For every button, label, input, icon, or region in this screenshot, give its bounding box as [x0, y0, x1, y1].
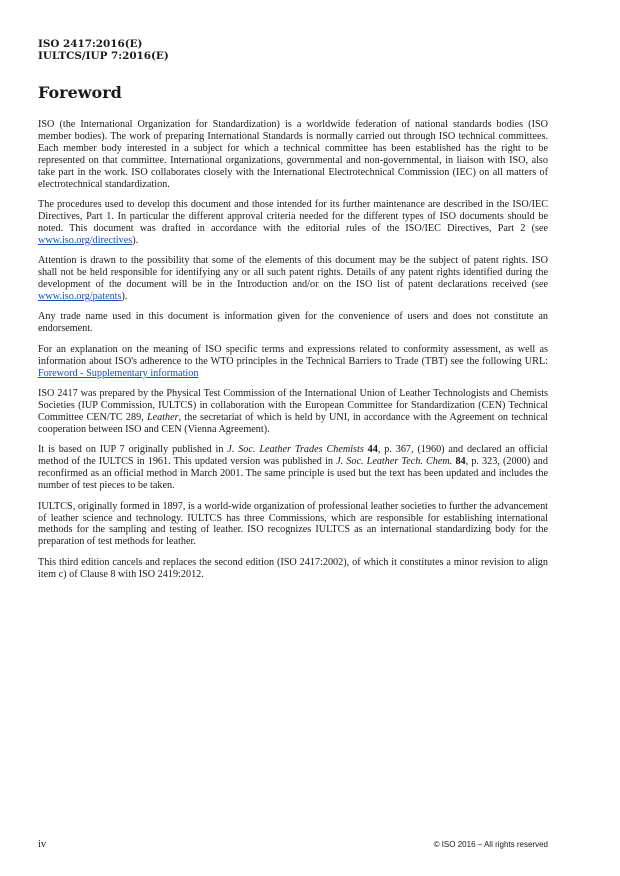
document-id-line1: ISO 2417:2016(E)	[38, 38, 143, 50]
page-number: iv	[38, 839, 47, 850]
supplementary-info-link[interactable]: Foreword - Supplementary information	[38, 367, 199, 379]
paragraph-trade-name: Any trade name used in this document is information given for the convenience of users and does not constitute an endorsement.	[38, 311, 548, 335]
document-id-line2: IULTCS/IUP 7:2016(E)	[38, 50, 169, 62]
directives-link[interactable]: www.iso.org/directives	[38, 234, 133, 246]
journal-volume-2: 84	[455, 456, 466, 468]
paragraph-patents: Attention is drawn to the possibility that some of the elements of this document may be the subject of patent rights. ISO shall not be held responsible for identifying any or all such patent rights. Details of any patent rights identified during the development of the document will be in the Introduction and/or on the ISO list of patent declarations received (see www.iso.org/patents).	[38, 255, 548, 302]
document-page	[38, 38, 548, 589]
journal-volume-1: 44	[367, 444, 378, 456]
paragraph-history: It is based on IUP 7 originally published in J. Soc. Leather Trades Chemists 44, p. 367, (1960) and declared an official method of the IULTCS in 1961. This updated version was published in J. Soc. Leather Tech. Chem. 84, p. 323, (2000) and reconfirmed as an official method in March 2001. The same principle is used but the text has been updated and includes the number of test pieces to be taken.	[38, 444, 548, 492]
journal-name-1: J. Soc. Leather Trades Chemists	[227, 444, 364, 456]
paragraph-iultcs: IULTCS, originally formed in 1897, is a world-wide organization of professional leather societies to further the advancement of leather science and technology. IULTCS has three Commissions, which are responsible for establishing international methods for the sampling and testing of leather. ISO recognizes IULTCS as an international standardizing body for the preparation of test methods for leather.	[38, 500, 548, 548]
committee-title: Leather	[146, 412, 179, 423]
page-title: Foreword	[38, 83, 122, 102]
paragraph-conformity: For an explanation on the meaning of ISO specific terms and expressions related to conformity assessment, as well as information about ISO's adherence to the WTO principles in the Technical Barriers to Trade (TBT) see the following URL: Foreword - Supplementary information	[38, 343, 548, 379]
page-footer	[38, 839, 548, 851]
patents-link[interactable]: www.iso.org/patents	[38, 290, 122, 302]
paragraph-edition: This third edition cancels and replaces the second edition (ISO 2417:2002), of which it constitutes a minor revision to align item c) of Clause 8 with ISO 2419:2012.	[38, 556, 548, 580]
copyright-notice: © ISO 2016 – All rights reserved	[433, 840, 548, 849]
paragraph-procedures: The procedures used to develop this document and those intended for its further maintenance are described in the ISO/IEC Directives, Part 1. In particular the different approval criteria needed for the different types of ISO documents should be noted. This document was drafted in accordance with the editorial rules of the ISO/IEC Directives, Part 2 (see www.iso.org/directives).	[38, 199, 548, 246]
paragraph-preparation: ISO 2417 was prepared by the Physical Test Commission of the International Union of Leather Technologists and Chemists Societies (IUP Commission, IULTCS) in collaboration with the European Committee for Standardization (CEN) Technical Committee CEN/TC 289, Leather, the secretariat of which is held by UNI, in accordance with the Agreement on technical cooperation between ISO and CEN (Vienna Agreement).	[38, 388, 548, 435]
journal-name-2: J. Soc. Leather Tech. Chem.	[336, 456, 453, 468]
paragraph-iso-intro: ISO (the International Organization for Standardization) is a worldwide federation of national standards bodies (ISO member bodies). The work of preparing International Standards is normally carried out through ISO technical committees. Each member body interested in a subject for which a technical committee has been established has the right to be represented on that committee. International organizations, governmental and non-governmental, in liaison with ISO, also take part in the work. ISO collaborates closely with the International Electrotechnical Commission (IEC) on all matters of electrotechnical standardization.	[38, 119, 548, 190]
